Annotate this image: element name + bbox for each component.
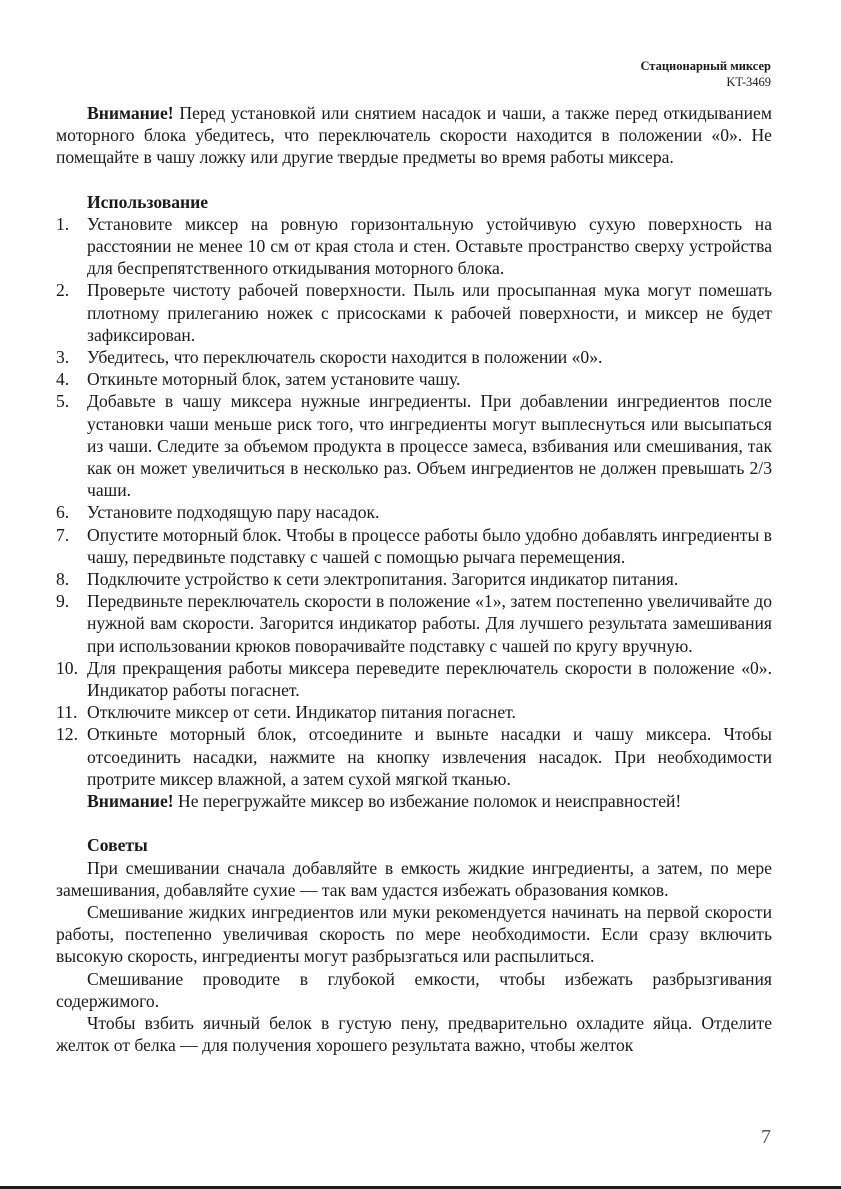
step-text: Подключите устройство к сети электропитания. Загорится индикатор питания.	[87, 569, 679, 590]
step-text: Установите миксер на ровную горизонтальную устойчивую сухую поверхность на расстоянии не менее 10 см от края стола и стен. Оставьте пространство сверху устройства для беспрепятственного откидывания моторного блока.	[87, 213, 772, 279]
step-text: Убедитесь, что переключатель скорости находится в положении «0».	[87, 347, 603, 368]
step-number: 9.	[56, 591, 70, 612]
usage-step	[56, 213, 772, 280]
step-number: 3.	[56, 347, 70, 368]
step-number: 6.	[56, 502, 70, 523]
usage-step	[56, 590, 772, 657]
tips-paragraph: Смешивание проводите в глубокой емкости, чтобы избежать разбрызгивания содержимого.	[56, 968, 772, 1011]
step-number: 7.	[56, 524, 70, 545]
usage-step	[56, 723, 772, 790]
usage-step	[56, 701, 772, 723]
step-number: 11.	[56, 702, 78, 723]
usage-step	[56, 346, 772, 368]
product-title: Стационарный миксер	[640, 59, 771, 73]
step-text: Передвиньте переключатель скорости в положение «1», затем постепенно увеличивайте до нужной вам скорости. Загорится индикатор работы. Для лучшего результата замешивания при использовании крюков поворачивайте подставку с чашей по кругу вручную.	[87, 591, 772, 656]
step-number: 12.	[56, 724, 78, 745]
step-text: Для прекращения работы миксера переведите переключатель скорости в положение «0». Индикатор работы погаснет.	[87, 657, 772, 701]
step-text: Отключите миксер от сети. Индикатор питания погаснет.	[87, 702, 516, 723]
tips-paragraph: При смешивании сначала добавляйте в емкость жидкие ингредиенты, а затем, по мере замешивания, добавляйте сухие — так вам удастся избежать образования комков.	[56, 857, 772, 900]
usage-step	[56, 524, 772, 568]
tips-paragraph: Смешивание жидких ингредиентов или муки рекомендуется начинать на первой скорости работы, постепенно увеличивая скорость по мере необходимости. Если сразу включить высокую скорость, ингредиенты могут разбрызгаться или распылиться.	[56, 901, 772, 967]
page-number: 7	[761, 1126, 771, 1148]
usage-step	[56, 568, 772, 590]
usage-step	[56, 279, 772, 346]
tips-paragraph: Чтобы взбить яичный белок в густую пену, предварительно охладите яйца. Отделите желток от белка — для получения хорошего результата важно, чтобы желток	[56, 1012, 772, 1056]
usage-heading: Использование	[87, 191, 209, 212]
step-text: Установите подходящую пару насадок.	[87, 502, 380, 523]
step-number: 4.	[56, 369, 70, 390]
warning-text: Перед установкой или снятием насадок и чаши, а также перед откидыванием моторного блока убедитесь, что переключатель скорости находится в положении «0». Не помещайте в чашу ложку или другие твердые предметы во время работы миксера.	[56, 103, 772, 168]
usage-step	[56, 657, 772, 701]
step-text: Добавьте в чашу миксера нужные ингредиенты. При добавлении ингредиентов после установки чаши меньше риск того, что ингредиенты могут выплеснуться или высыпаться из чаши. Следите за объемом продукта в процессе замеса, взбивания или смешивания, так как он может увеличиться в несколько раз. Объем ингредиентов не должен превышать 2/3 чаши.	[87, 391, 772, 501]
step-text: Опустите моторный блок. Чтобы в процессе работы было удобно добавлять ингредиенты в чашу, передвиньте подставку с чашей с помощью рычага перемещения.	[87, 524, 772, 567]
step-number: 1.	[56, 213, 70, 234]
tips-heading: Советы	[87, 835, 148, 856]
model-number: KT-3469	[726, 75, 771, 89]
note-text: Не перегружайте миксер во избежание поломок и неисправностей!	[173, 791, 682, 812]
running-header	[640, 58, 771, 90]
step-text: Откиньте моторный блок, затем установите чашу.	[87, 369, 461, 390]
step-number: 2.	[56, 280, 70, 301]
step-number: 10.	[56, 657, 78, 678]
step-text: Проверьте чистоту рабочей поверхности. Пыль или просыпанная мука могут помешать плотному прилеганию ножек с присосками к рабочей поверхности, и миксер не будет зафиксирован.	[87, 280, 772, 345]
usage-step	[56, 390, 772, 501]
note-label: Внимание!	[87, 791, 174, 812]
step-number: 5.	[56, 391, 70, 412]
usage-step	[56, 368, 772, 390]
step-text: Откиньте моторный блок, отсоедините и выньте насадки и чашу миксера. Чтобы отсоединить насадки, нажмите на кнопку извлечения насадок. При необходимости протрите миксер влажной, а затем сухой мягкой тканью.	[87, 724, 772, 789]
page-content	[56, 102, 772, 1056]
usage-warning-note	[56, 790, 772, 812]
warning-label: Внимание!	[87, 103, 174, 123]
usage-steps-list	[56, 213, 772, 790]
step-number: 8.	[56, 569, 70, 590]
warning-paragraph	[56, 102, 772, 169]
usage-step	[56, 501, 772, 523]
